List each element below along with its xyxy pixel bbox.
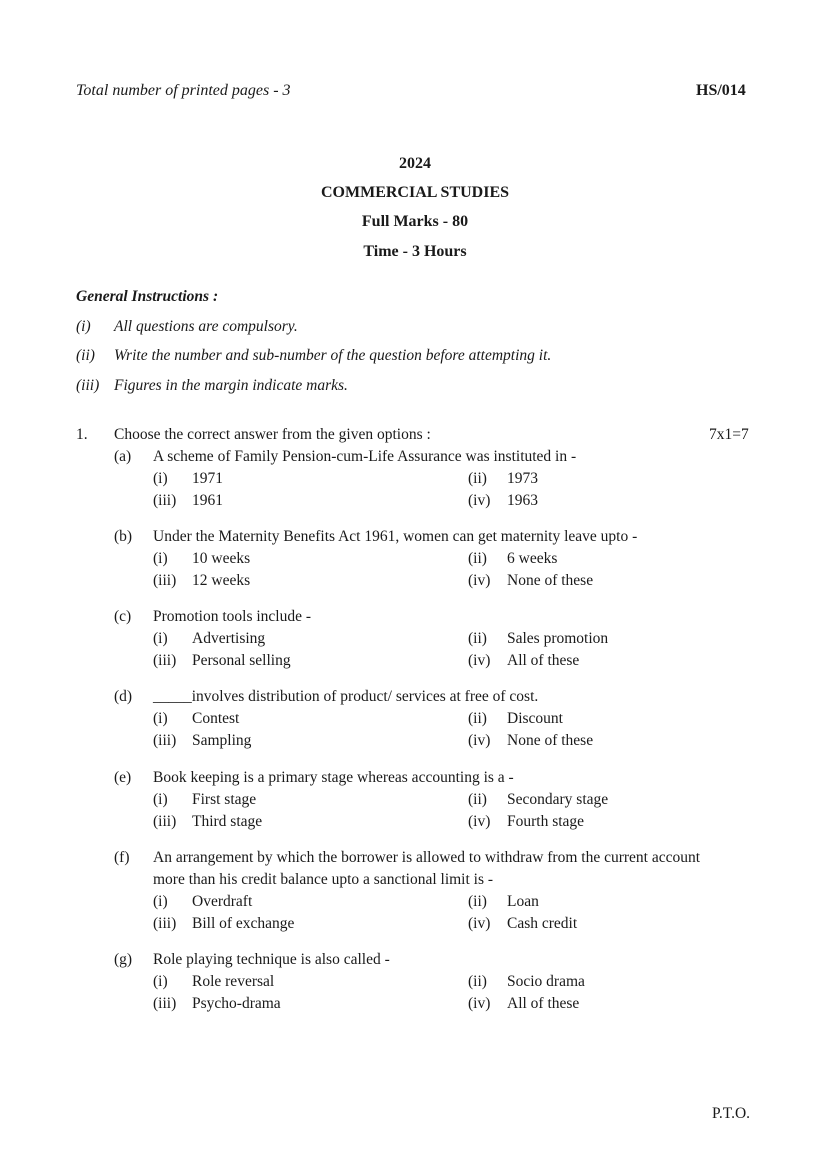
exam-year: 2024	[399, 155, 431, 172]
option-number: (iv)	[468, 492, 491, 509]
question-marks: 7x1=7	[709, 426, 749, 443]
part-question-text: more than his credit balance upto a sanctional limit is -	[153, 871, 494, 888]
part-label: (b)	[114, 528, 133, 545]
option-number: (iii)	[153, 732, 177, 749]
option-number: (i)	[153, 630, 168, 647]
instruction-number: (ii)	[76, 347, 95, 364]
instruction-text: Figures in the margin indicate marks.	[114, 377, 348, 394]
option-text[interactable]: Role reversal	[192, 973, 275, 990]
instruction-text: All questions are compulsory.	[114, 318, 298, 335]
question-text: Choose the correct answer from the given options :	[114, 426, 431, 443]
option-text[interactable]: All of these	[507, 652, 580, 669]
part-label: (a)	[114, 448, 132, 465]
option-number: (ii)	[468, 630, 487, 647]
option-number: (iii)	[153, 915, 177, 932]
option-number: (iii)	[153, 813, 177, 830]
option-text[interactable]: All of these	[507, 995, 580, 1012]
instruction-number: (i)	[76, 318, 91, 335]
part-label: (e)	[114, 769, 132, 786]
option-number: (ii)	[468, 893, 487, 910]
part-question-text: Role playing technique is also called -	[153, 951, 390, 968]
option-text[interactable]: 1973	[507, 470, 538, 487]
option-text[interactable]: Overdraft	[192, 893, 253, 910]
time-allowed: Time - 3 Hours	[363, 243, 467, 260]
option-text[interactable]: First stage	[192, 791, 257, 808]
option-text[interactable]: 1961	[192, 492, 223, 509]
option-text[interactable]: None of these	[507, 732, 594, 749]
option-text[interactable]: Psycho-drama	[192, 995, 281, 1012]
part-question-text: Book keeping is a primary stage whereas accounting is a -	[153, 769, 514, 786]
part-label: (f)	[114, 849, 130, 866]
subject-title: COMMERCIAL STUDIES	[320, 184, 510, 201]
paper-code: HS/014	[696, 82, 746, 99]
part-label: (d)	[114, 688, 133, 705]
part-question-text: An arrangement by which the borrower is allowed to withdraw from the current account	[153, 849, 701, 866]
option-text[interactable]: Loan	[507, 893, 539, 910]
option-text[interactable]: Sampling	[192, 732, 252, 749]
option-number: (ii)	[468, 791, 487, 808]
option-text[interactable]: Cash credit	[507, 915, 578, 932]
option-text[interactable]: None of these	[507, 572, 594, 589]
option-text[interactable]: Contest	[192, 710, 240, 727]
option-text[interactable]: Fourth stage	[507, 813, 585, 830]
option-number: (iii)	[153, 492, 177, 509]
part-question-text: Promotion tools include -	[153, 608, 312, 625]
option-text[interactable]: 1963	[507, 492, 538, 509]
option-text[interactable]: 10 weeks	[192, 550, 251, 567]
option-number: (i)	[153, 791, 168, 808]
option-number: (iv)	[468, 813, 491, 830]
option-number: (i)	[153, 893, 168, 910]
part-label: (c)	[114, 608, 132, 625]
option-text[interactable]: Personal selling	[192, 652, 291, 669]
option-number: (iv)	[468, 915, 491, 932]
option-number: (iv)	[468, 732, 491, 749]
option-number: (i)	[153, 710, 168, 727]
option-number: (i)	[153, 550, 168, 567]
option-text[interactable]: Third stage	[192, 813, 263, 830]
option-text[interactable]: Discount	[507, 710, 563, 727]
option-number: (i)	[153, 973, 168, 990]
full-marks: Full Marks - 80	[361, 213, 469, 230]
option-number: (ii)	[468, 470, 487, 487]
option-text[interactable]: Socio drama	[507, 973, 585, 990]
option-number: (iii)	[153, 572, 177, 589]
please-turn-over: P.T.O.	[712, 1105, 751, 1122]
option-number: (iii)	[153, 652, 177, 669]
option-number: (iv)	[468, 572, 491, 589]
part-question-text: Under the Maternity Benefits Act 1961, women can get maternity leave upto -	[153, 528, 638, 545]
option-number: (iv)	[468, 652, 491, 669]
option-text[interactable]: Advertising	[192, 630, 266, 647]
option-text[interactable]: 6 weeks	[507, 550, 558, 567]
option-number: (ii)	[468, 973, 487, 990]
instructions-heading: General Instructions :	[76, 288, 219, 305]
option-number: (iv)	[468, 995, 491, 1012]
instruction-text: Write the number and sub-number of the question before attempting it.	[114, 347, 552, 364]
option-text[interactable]: Sales promotion	[507, 630, 609, 647]
question-number: 1.	[76, 426, 88, 443]
option-text[interactable]: 1971	[192, 470, 223, 487]
option-text[interactable]: Bill of exchange	[192, 915, 295, 932]
part-label: (g)	[114, 951, 133, 968]
option-number: (iii)	[153, 995, 177, 1012]
option-text[interactable]: 12 weeks	[192, 572, 251, 589]
part-question-text: A scheme of Family Pension-cum-Life Assurance was instituted in -	[153, 448, 577, 465]
instruction-number: (iii)	[76, 377, 100, 394]
part-question-text: _____involves distribution of product/ services at free of cost.	[153, 688, 539, 705]
option-number: (ii)	[468, 710, 487, 727]
option-number: (ii)	[468, 550, 487, 567]
option-number: (i)	[153, 470, 168, 487]
option-text[interactable]: Secondary stage	[507, 791, 609, 808]
printed-pages-note: Total number of printed pages - 3	[76, 82, 291, 99]
